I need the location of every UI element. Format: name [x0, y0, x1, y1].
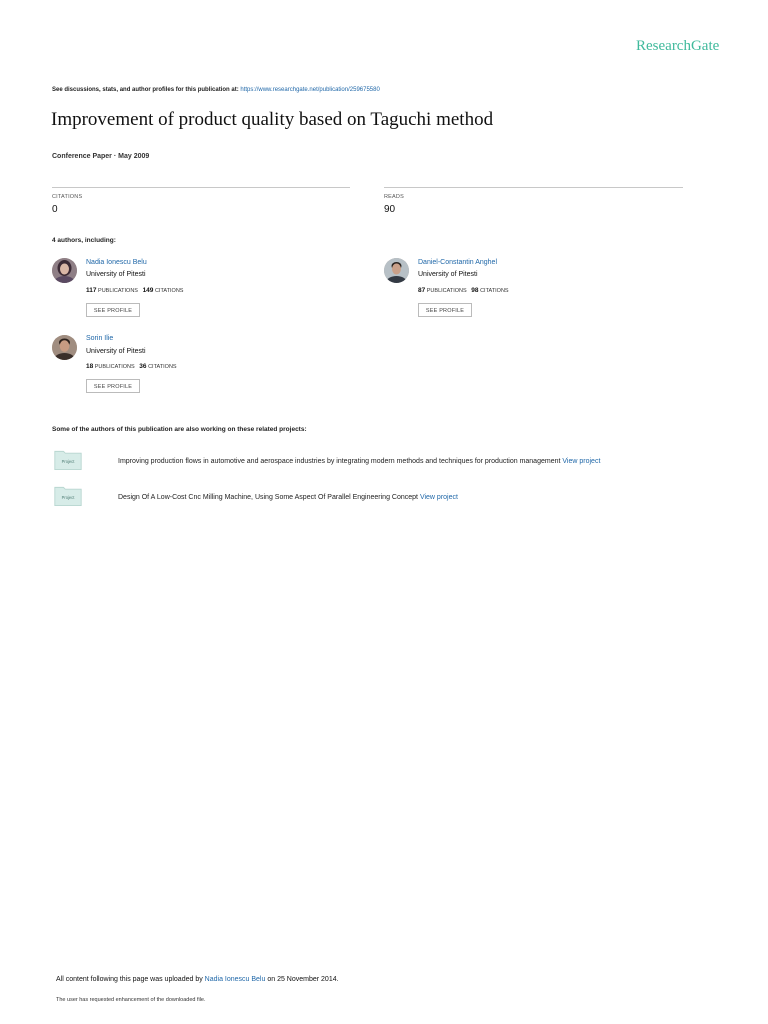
paper-title: Improvement of product quality based on Taguchi method: [51, 109, 494, 130]
reads-label: READS: [384, 194, 404, 200]
see-profile-button[interactable]: SEE PROFILE: [86, 303, 140, 317]
project-icon[interactable]: [53, 486, 83, 511]
upload-note: [56, 976, 339, 983]
citations-label: CITATIONS: [52, 194, 83, 200]
project-item: [118, 494, 458, 501]
see-profile-button[interactable]: SEE PROFILE: [418, 303, 472, 317]
project-title: Design Of A Low-Cost Cnc Milling Machine, Using Some Aspect Of Parallel Engineering Concept: [118, 494, 418, 501]
paper-type-date: Conference Paper · May 2009: [52, 153, 150, 160]
projects-heading: Some of the authors of this publication are also working on these related projects:: [52, 426, 307, 433]
author-name-link[interactable]: Nadia Ionescu Belu: [86, 259, 147, 266]
author-affiliation: University of Pitesti: [86, 348, 146, 355]
folder-icon: [53, 486, 83, 506]
view-project-link[interactable]: View project: [562, 458, 601, 465]
project-title: Improving production flows in automotive and aerospace industries by integrating modern methods and techniques for production management: [118, 458, 561, 465]
project-icon[interactable]: [53, 450, 83, 475]
see-profile-button[interactable]: SEE PROFILE: [86, 379, 140, 393]
discussion-line: [52, 87, 380, 93]
person-photo-icon: [384, 258, 409, 283]
author-stats: 18 PUBLICATIONS 36 CITATIONS: [86, 363, 177, 370]
reads-value: 90: [384, 204, 396, 215]
publication-url-link[interactable]: https://www.researchgate.net/publication/259675580: [240, 87, 380, 93]
author-avatar[interactable]: [52, 258, 77, 283]
upload-suffix: on 25 November 2014.: [267, 976, 339, 983]
citations-divider: [52, 187, 350, 188]
view-project-link[interactable]: View project: [419, 494, 458, 501]
person-photo-icon: [52, 258, 77, 283]
author-affiliation: University of Pitesti: [418, 271, 478, 278]
discussion-text: See discussions, stats, and author profiles for this publication at:: [52, 87, 239, 93]
reads-divider: [384, 187, 683, 188]
person-photo-icon: [52, 335, 77, 360]
author-avatar[interactable]: [384, 258, 409, 283]
author-avatar[interactable]: [52, 335, 77, 360]
author-name-link[interactable]: Sorin Ilie: [86, 335, 114, 342]
enhancement-note: The user has requested enhancement of the downloaded file.: [56, 997, 206, 1003]
folder-icon: [53, 450, 83, 470]
project-item: [118, 458, 600, 465]
svg-text:Project: Project: [61, 495, 75, 501]
svg-text:Project: Project: [61, 459, 75, 465]
citations-value: 0: [52, 204, 58, 215]
author-affiliation: University of Pitesti: [86, 271, 146, 278]
author-stats: 87 PUBLICATIONS 98 CITATIONS: [418, 287, 509, 294]
authors-heading: 4 authors, including:: [52, 237, 116, 244]
author-stats: 117 PUBLICATIONS 149 CITATIONS: [86, 287, 184, 294]
researchgate-logo[interactable]: ResearchGate: [636, 38, 720, 54]
upload-prefix: All content following this page was uploaded by: [56, 976, 203, 983]
author-name-link[interactable]: Daniel-Constantin Anghel: [418, 259, 497, 266]
uploader-link[interactable]: Nadia Ionescu Belu: [204, 976, 266, 983]
